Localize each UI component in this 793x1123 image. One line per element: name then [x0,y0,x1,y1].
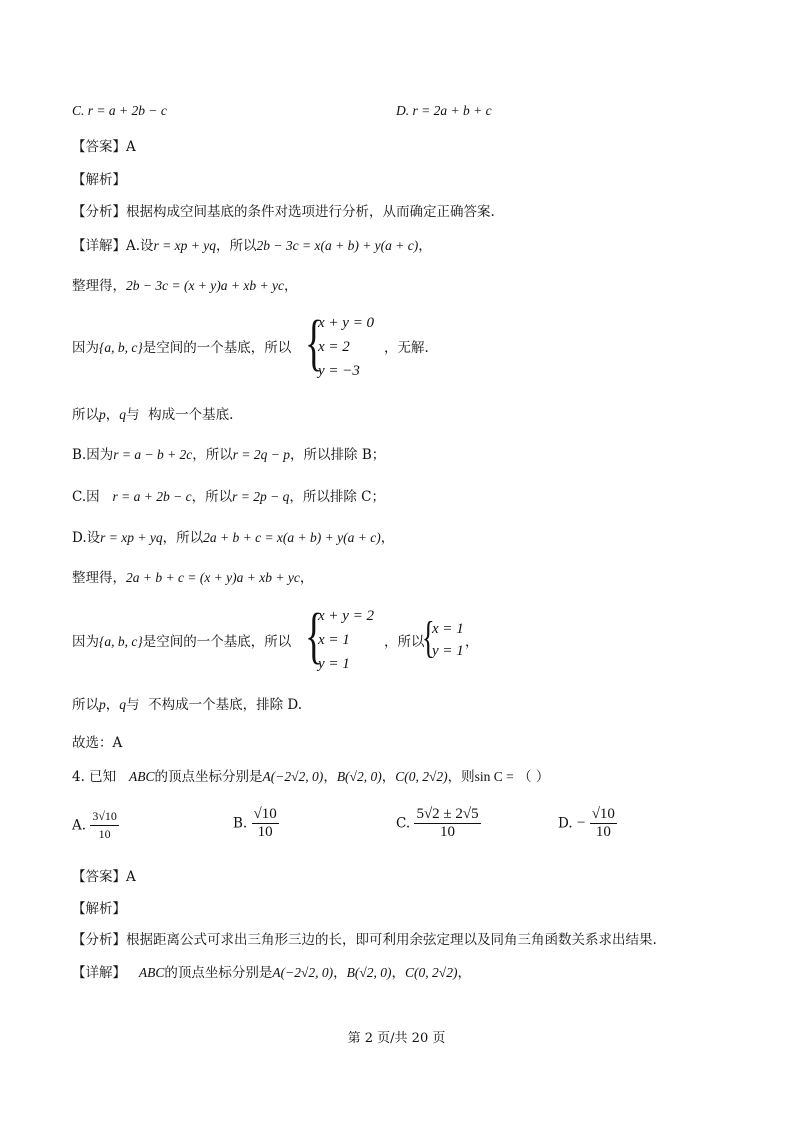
base-2-set: {a, b, c} [99,634,143,649]
d-mid: ，所以 [162,530,204,546]
sys-2-brace: { [305,602,323,670]
q4-option-b-den: 10 [257,824,273,840]
d-expr2: 2a + b + c = x(a + b) + y(a + c) [203,530,381,545]
b-line [72,445,385,465]
q4-option-b-frac [252,806,279,841]
suoyi-2-q: q [119,697,126,712]
option-c-top [72,101,167,121]
b-end: ，所以排除 B； [290,447,386,463]
q4-sin: sin C = [474,769,514,784]
b-prefix: B.因为 [72,447,114,463]
detail-a-prefix: 【详解】A.设 [72,238,154,254]
zhengli-2-prefix: 整理得， [72,570,126,586]
analysis-label-2: 【解析】 [72,901,126,917]
q4-point-b: B(√2, 0) [336,769,382,784]
sys-2-row-1: x + y = 2 [318,608,375,624]
q4-abc: ABC [129,769,155,784]
fenxi-2: 【分析】根据距离公式可求出三角形三边的长，即可利用余弦定理以及同角三角函数关系求出结果. [72,932,657,948]
detail-a-expr1: r = xp + yq [153,238,217,253]
option-d-text: D. r = 2a + b + c [396,103,492,118]
q4-option-a-num: 3√10 [90,808,119,826]
q4-option-a-label: A. [72,817,87,834]
suoyi-1-line [72,405,233,425]
detail-2-line [72,963,471,983]
b-mid: ，所以 [192,447,233,463]
page-footer: 第 2 页/共 20 页 [347,1031,446,1046]
sys-1-row-1: x + y = 0 [318,315,375,331]
base-2-line [72,632,291,652]
sys-1-brace: { [305,309,323,377]
d-end: ， [380,530,395,546]
d-line [72,528,394,548]
q4-sep-1: ， [323,769,337,785]
answer-label-2: 【答案】A [72,869,136,885]
base-2-end: ， [465,634,479,650]
q4-option-d[interactable] [558,806,617,841]
q4-option-d-label: D. [558,815,573,832]
detail-2-sep-2: ， [391,965,406,981]
detail-2-point-c: C(0, 2√2) [405,965,458,980]
q4-option-b-num: √10 [253,806,277,822]
suoyi-2-comma: ， [105,697,120,713]
detail-2-sep-1: ， [333,965,347,981]
detail-a-mid: ，所以 [216,238,257,254]
answer-label-1: 【答案】A [72,139,136,155]
q4-option-a[interactable] [72,808,119,843]
c-line [72,487,385,507]
q4-option-b-label: B. [233,815,248,832]
detail-2-prefix: 【详解】 [72,965,126,981]
detail-a-expr2: 2b − 3c = x(a + b) + y(a + c) [256,238,419,253]
zhengli-1-line [72,276,298,296]
detail-2-end: ， [457,965,471,981]
base-2-mid: 是空间的一个基底，所以 [142,634,292,650]
q4-end: ，则 [447,769,475,785]
detail-2-point-a: A(−2√2, 0) [272,965,334,980]
base-2-mid2: ，所以 [384,634,425,650]
detail-2-mid: 的顶点坐标分别是 [164,965,273,981]
suoyi-2-end: 不构成一个基底，排除 D. [148,697,303,713]
suoyi-2-p: p [99,697,106,712]
q4-option-b[interactable] [233,806,279,841]
zhengli-2-expr: 2a + b + c = (x + y)a + xb + yc [126,570,300,585]
option-c-text: C. r = a + 2b − c [72,103,167,118]
q4-option-c-den: 10 [440,824,456,840]
c-expr2: r = 2p − q [232,489,290,504]
detail-2-point-b: B(√2, 0) [346,965,392,980]
d-prefix: D.设 [72,530,101,546]
q4-prefix: 4. 已知 [72,769,117,785]
suoyi-1-end: 构成一个基底. [148,407,234,423]
sys-1-row-3: y = −3 [318,363,360,379]
suoyi-2-yu: 与 [126,697,140,713]
base-2-prefix: 因为 [72,634,99,650]
q4-option-a-den: 10 [98,827,111,841]
option-d-top [396,101,492,121]
q4-point-c: C(0, 2√2) [395,769,448,784]
c-mid: ，所以 [191,489,233,505]
fenxi-1: 【分析】根据构成空间基底的条件对选项进行分析，从而确定正确答案. [72,204,495,220]
q4-paren: （ ） [518,769,550,785]
c-expr1: r = a + 2b − c [112,489,192,504]
detail-a-end: ， [418,238,432,254]
q4-option-d-frac [590,806,617,841]
q4-option-c-frac [414,806,480,841]
sys-3-brace: { [422,613,435,662]
zhengli-1-prefix: 整理得， [72,278,126,294]
suoyi-1-yu: 与 [126,407,140,423]
zhengli-2-line [72,568,313,588]
q4-sep-2: ， [381,769,396,785]
c-end: ，所以排除 C； [289,489,385,505]
q4-option-d-sign: − [576,815,586,831]
q4-option-c-num: 5√2 ± 2√5 [416,806,479,822]
zhengli-2-end: ， [299,570,314,586]
sys-3-row-2: y = 1 [432,643,464,659]
question-4-line [72,767,549,787]
sys-2-row-3: y = 1 [318,656,350,672]
suoyi-1-comma: ， [105,407,120,423]
base-1-set: {a, b, c} [99,340,143,355]
q4-option-d-num: √10 [591,806,615,822]
b-expr2: r = 2q − p [232,447,291,462]
base-1-end: ，无解. [384,340,429,356]
sys-3-row-1: x = 1 [432,621,464,637]
suoyi-1-p: p [99,407,106,422]
base-1-mid: 是空间的一个基底，所以 [142,340,292,356]
q4-option-c[interactable] [396,806,481,841]
detail-2-abc: ABC [138,965,165,980]
zhengli-1-expr: 2b − 3c = (x + y)a + xb + yc [126,278,284,293]
suoyi-1-prefix: 所以 [72,407,99,423]
q4-option-d-den: 10 [595,824,611,840]
sys-2-row-2: x = 1 [318,632,350,648]
analysis-label-1: 【解析】 [72,172,126,188]
b-expr1: r = a − b + 2c [113,447,193,462]
base-1-line [72,338,291,358]
detail-a-line [72,236,432,256]
guxuan: 故选：A [72,735,123,751]
suoyi-2-prefix: 所以 [72,697,99,713]
suoyi-1-q: q [119,407,126,422]
q4-mid: 的顶点坐标分别是 [154,769,263,785]
c-prefix: C.因 [72,489,100,505]
q4-option-c-label: C. [396,815,411,832]
zhengli-1-end: ， [284,278,298,294]
q4-option-a-frac [90,808,119,843]
base-1-prefix: 因为 [72,340,99,356]
q4-point-a: A(−2√2, 0) [262,769,324,784]
d-expr1: r = xp + yq [100,530,163,545]
suoyi-2-line [72,695,302,715]
sys-1-row-2: x = 2 [318,339,350,355]
